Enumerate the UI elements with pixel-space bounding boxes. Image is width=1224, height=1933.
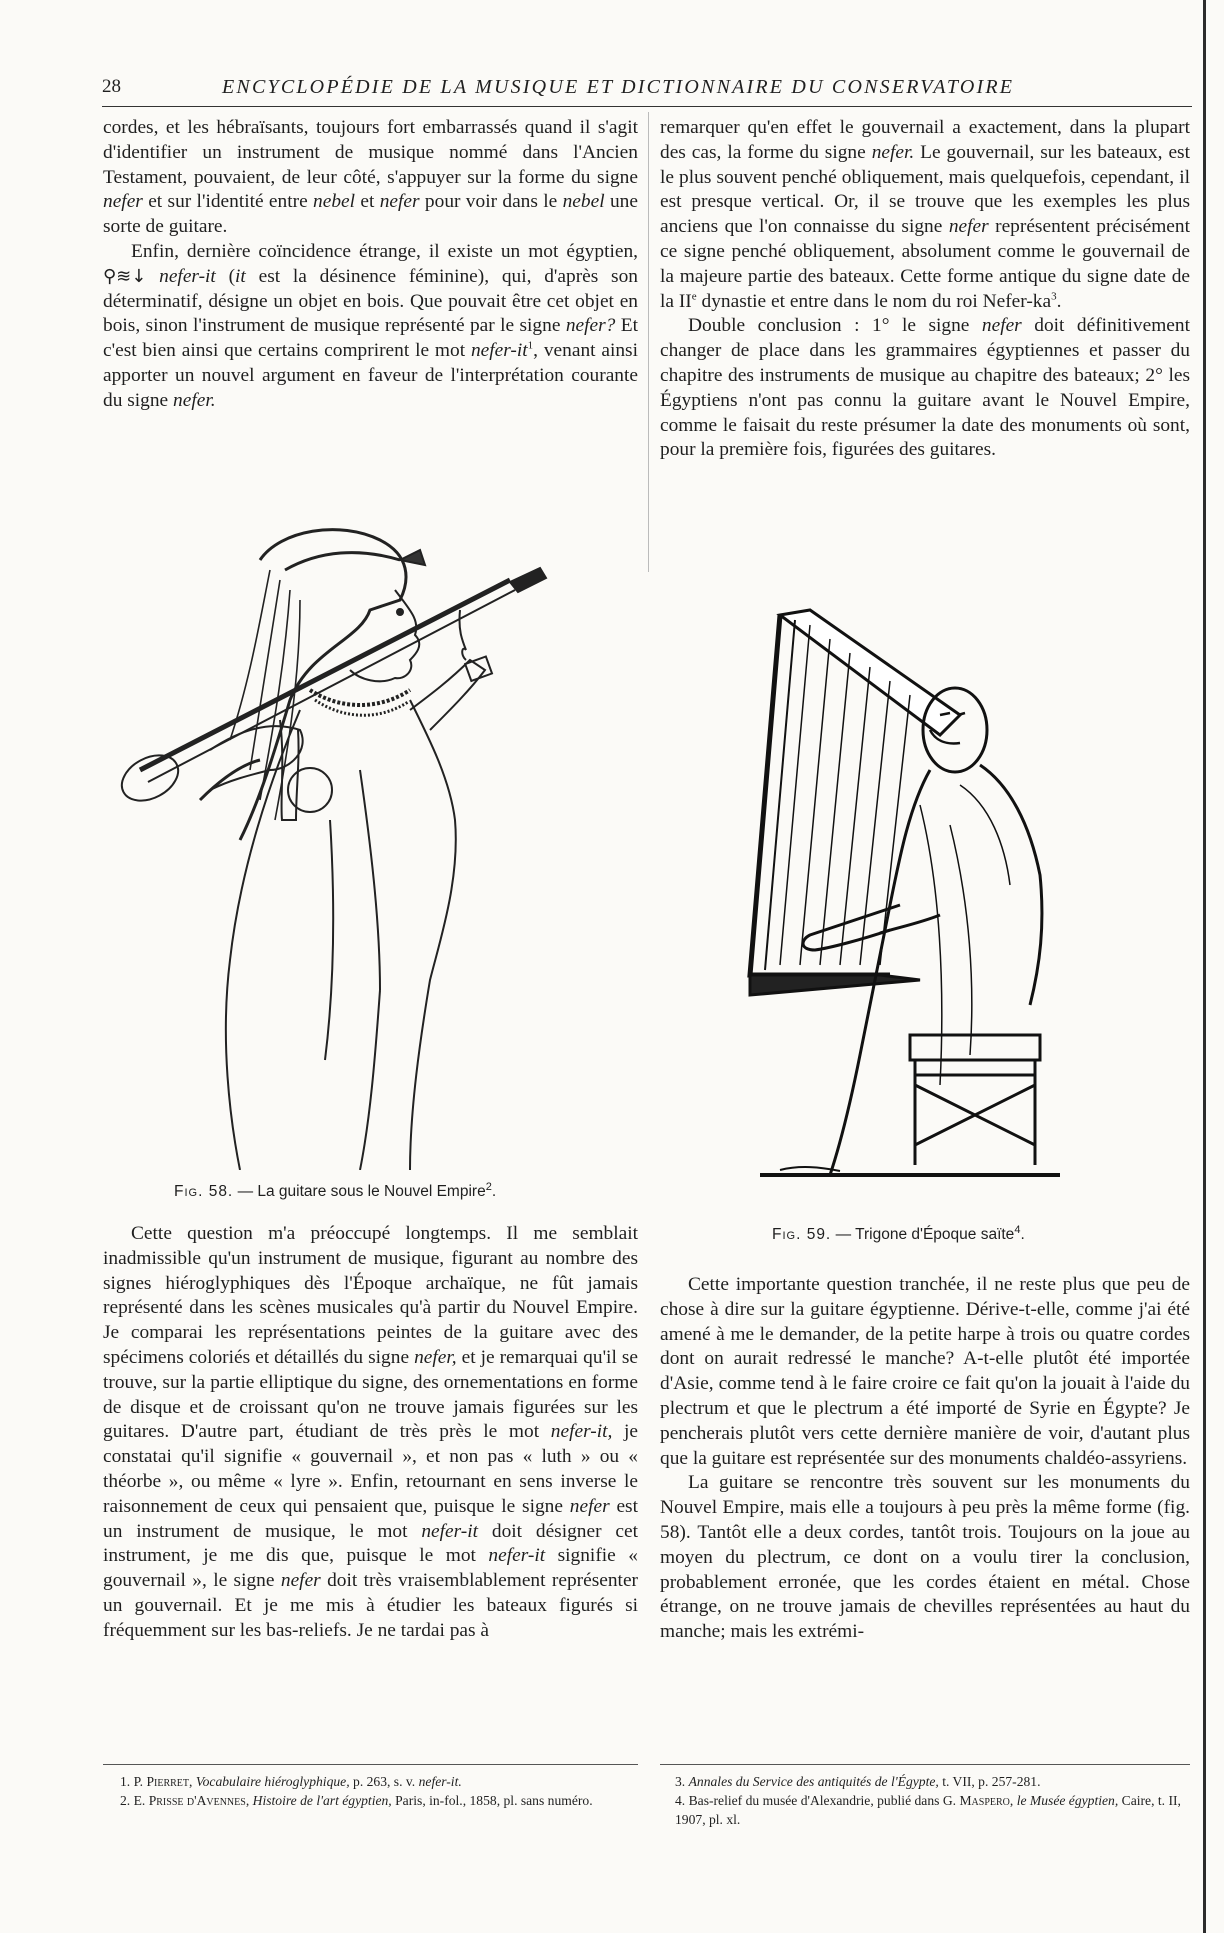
column-divider: [648, 112, 649, 572]
italic-word: it: [235, 265, 246, 287]
superscript: e: [691, 290, 697, 303]
fn-num: 3.: [675, 1774, 686, 1789]
italic-word: nefer.: [173, 389, 216, 411]
footnote-ref: 1: [527, 339, 534, 352]
footnote-ref: 2: [485, 1180, 492, 1193]
right-column-bottom: [660, 1273, 1190, 1645]
page-edge-line: [1203, 0, 1206, 1933]
footnote-1: [120, 1772, 640, 1791]
text: Le gouvernail, sur les bateaux, est le plus souvent penché obliquement, mais quelquefois, cependant, il est presque vertical. Or, il se trouve que les exemples les plus anciens que l'on connaisse du signe: [660, 141, 1190, 238]
paragraph: [103, 240, 638, 414]
italic-word: nefer: [379, 191, 420, 213]
paragraph: [103, 1222, 638, 1644]
caption-end: .: [1020, 1226, 1025, 1243]
paragraph: [660, 116, 1190, 314]
fn-title: le Musée égyptien,: [1016, 1793, 1119, 1808]
text: dynastie et entre dans le nom du roi Nefer-ka: [701, 290, 1052, 312]
text: est la désinence féminine), qui, d'après son déterminatif, désigne un objet en bois. Que pouvait être cet objet en bois, sinon l'instrument de musique représenté par le signe: [103, 265, 638, 337]
fn-text: p. 263, s. v.: [353, 1774, 416, 1789]
figure-58-caption: [174, 1180, 497, 1201]
fn-text: t. VII, p. 257-281.: [942, 1774, 1041, 1789]
italic-word: nefer: [948, 216, 989, 238]
text: Cette question m'a préoccupé longtemps. Il me semblait inadmissible qu'un instrument de musique, figurant au nombre des signes hiéroglyphiques dès l'Époque archaïque, ne fût jamais représenté dans les scènes musicales qu'à partir du Nouvel Empire. Je comparai les représentations peintes de la guitare avec des spécimens coloriés et détaillés du signe: [103, 1223, 638, 1368]
trigon-harp-drawing: [740, 605, 1080, 1205]
footnotes-left: [120, 1772, 640, 1810]
text: cordes, et les hébraïsants, toujours fort embarrassés quand il s'agit d'identifier un instrument de musique nommé dans l'Ancien Testament, pouvaient, de leur côté, s'appuyer sur la forme du signe: [103, 117, 638, 188]
italic-word: nefer: [981, 315, 1022, 337]
text: et je remarquai qu'il se trouve, sur la partie elliptique du signe, des ornementations en forme de disque et de croissant qu'on ne trouve jamais figurées sur les guitares. D'autre part, étudiant de très près le mot: [103, 1346, 638, 1443]
fn-title: Annales du Service des antiquités de l'Égypte,: [688, 1774, 939, 1789]
left-column-top: [103, 116, 638, 414]
caption-text: — La guitare sous le Nouvel Empire: [237, 1183, 486, 1200]
italic-word: nefer-it: [421, 1520, 479, 1542]
fn-num: 2. E.: [120, 1793, 146, 1808]
figure-59-trigon-player: [740, 605, 1080, 1205]
right-column-top: [660, 116, 1190, 463]
text: .: [1056, 290, 1062, 312]
fn-author: Prisse d'Avennes,: [148, 1793, 250, 1808]
italic-word: nefer-it: [488, 1545, 546, 1567]
text: une sorte de guitare.: [103, 191, 638, 238]
text: Double conclusion : 1° le signe: [688, 315, 970, 337]
text: pour voir dans le: [424, 191, 558, 213]
fn-num: 1. P.: [120, 1774, 144, 1789]
italic-word: nefer,: [414, 1346, 457, 1368]
text: et sur l'identité entre: [148, 191, 308, 213]
footnote-ref: 4: [1014, 1223, 1021, 1236]
italic-word: nefer: [280, 1570, 321, 1592]
fn-title: Vocabulaire hiéroglyphique,: [195, 1774, 350, 1789]
text: Enfin, dernière coïncidence étrange, il existe un mot égyptien,: [131, 240, 638, 262]
page-header: [102, 72, 1192, 107]
italic-word: nebel: [562, 191, 605, 213]
italic-word: nefer-it: [159, 265, 216, 287]
footnote-2: [120, 1791, 640, 1810]
left-column-bottom: [103, 1222, 638, 1644]
italic-word: nefer-it: [470, 340, 528, 362]
fn-text: Paris, in-fol., 1858, pl. sans numéro.: [395, 1793, 593, 1808]
caption-text: — Trigone d'Époque saïte: [835, 1226, 1015, 1243]
caption-end: .: [491, 1183, 497, 1200]
fn-text: Caire, t. II, 1907, pl. xl.: [675, 1793, 1181, 1827]
fn-title: Histoire de l'art égyptien,: [252, 1793, 392, 1808]
italic-word: nefer?: [565, 315, 616, 337]
text: représentent précisément ce signe penché obliquement, absolument comme le gouvernail de la majeure partie des bateaux. Cette forme antique du signe date de la II: [660, 216, 1190, 312]
italic-word: nebel: [313, 191, 356, 213]
figure-number: Fig. 58.: [174, 1183, 234, 1200]
text: (: [228, 265, 236, 287]
footnote-rule: [103, 1764, 638, 1765]
paragraph: Cette importante question tranchée, il ne reste plus que peu de chose à dire sur la guitare égyptienne. Dérive-t-elle, comme j'ai été amené à me le demander, de la petite harpe à trois ou quatre cordes dont on aurait redressé le manche? A-t-elle plutôt été importée d'Asie, comme tend à le faire croire ce fait qu'on la jouait à l'aide du plectrum et que le plectrum a été importé de Syrie en Égypte? Je pencherais plutôt vers cette dernière manière de voir, d'autant plus que la guitare est représentée sur des monuments chaldéo-assyriens.: [660, 1274, 1190, 1469]
footnote-4: [675, 1791, 1190, 1829]
fn-author: Maspero,: [959, 1793, 1014, 1808]
footnote-3: [675, 1772, 1190, 1791]
text: je constatai qu'il signifie « gouvernail », et non pas « luth » ou « théorbe », ou même « lyre ». Enfin, retournant en sens inverse le raisonnement de ceux qui pensaient que, puisque le signe: [103, 1421, 639, 1517]
footnote-rule: [660, 1764, 1190, 1765]
text: est un instrument de musique, le mot: [103, 1495, 638, 1542]
hieroglyph-icon: ⚲≋↓: [103, 265, 147, 287]
figure-58-guitar-player: [110, 520, 630, 1170]
text: doit très vraisemblablement représenter un gouvernail. Et je me mis à étudier les bateaux figurés si fréquemment sur les bas-reliefs. Je ne tardai pas à: [103, 1570, 639, 1641]
fn-author: Pierret,: [146, 1774, 193, 1789]
footnote-ref: 3: [1051, 290, 1057, 303]
running-title: ENCYCLOPÉDIE DE LA MUSIQUE ET DICTIONNAIRE DU CONSERVATOIRE: [222, 76, 1015, 98]
fn-text: 4. Bas-relief du musée d'Alexandrie, publié dans G.: [675, 1793, 957, 1808]
text: et: [360, 191, 375, 213]
paragraph: [103, 116, 638, 240]
figure-number: Fig. 59.: [772, 1226, 832, 1243]
guitar-player-drawing: [110, 520, 630, 1170]
text: , venant ainsi apporter un nouvel argument en faveur de l'interprétation courante du signe: [103, 340, 638, 411]
italic-word: nefer: [103, 191, 143, 213]
text: doit désigner cet instrument, je me dis que, puisque le mot: [103, 1520, 638, 1567]
footnotes-right: [675, 1772, 1190, 1829]
paragraph: La guitare se rencontre très souvent sur les monuments du Nouvel Empire, mais elle a toujours à peu près la même forme (fig. 58). Tantôt elle a deux cordes, tantôt trois. Toujours on la joue au moyen du plectrum, ce dont on a voulu tirer la conclusion, probablement erronée, que les cordes étaient en métal. Chose étrange, on ne trouve jamais de chevilles représentées au haut du manche; mais les extrémi-: [660, 1472, 1190, 1643]
paragraph: [660, 314, 1190, 463]
text: Et c'est bien ainsi que certains comprirent le mot: [103, 315, 638, 362]
italic-word: nefer-it,: [550, 1421, 613, 1443]
italic-word: nefer.: [871, 141, 915, 163]
italic-word: nefer: [569, 1495, 610, 1517]
fn-word: nefer-it.: [418, 1774, 462, 1789]
text: remarquer qu'en effet le gouvernail a exactement, dans la plupart des cas, la forme du signe: [660, 117, 1190, 163]
figure-59-caption: [772, 1223, 1025, 1244]
text: signifie « gouvernail », le signe: [103, 1545, 638, 1592]
text: doit définitivement changer de place dans les grammaires égyptiennes et passer du chapitre des instruments de musique au chapitre des bateaux; 2° les Égyptiens n'ont pas connu la guitare avant le Nouvel Empire, comme le faisait du reste présumer la date des monuments où sont, pour la première fois, figurées des guitares.: [660, 315, 1190, 461]
page-number: 28: [102, 76, 121, 97]
